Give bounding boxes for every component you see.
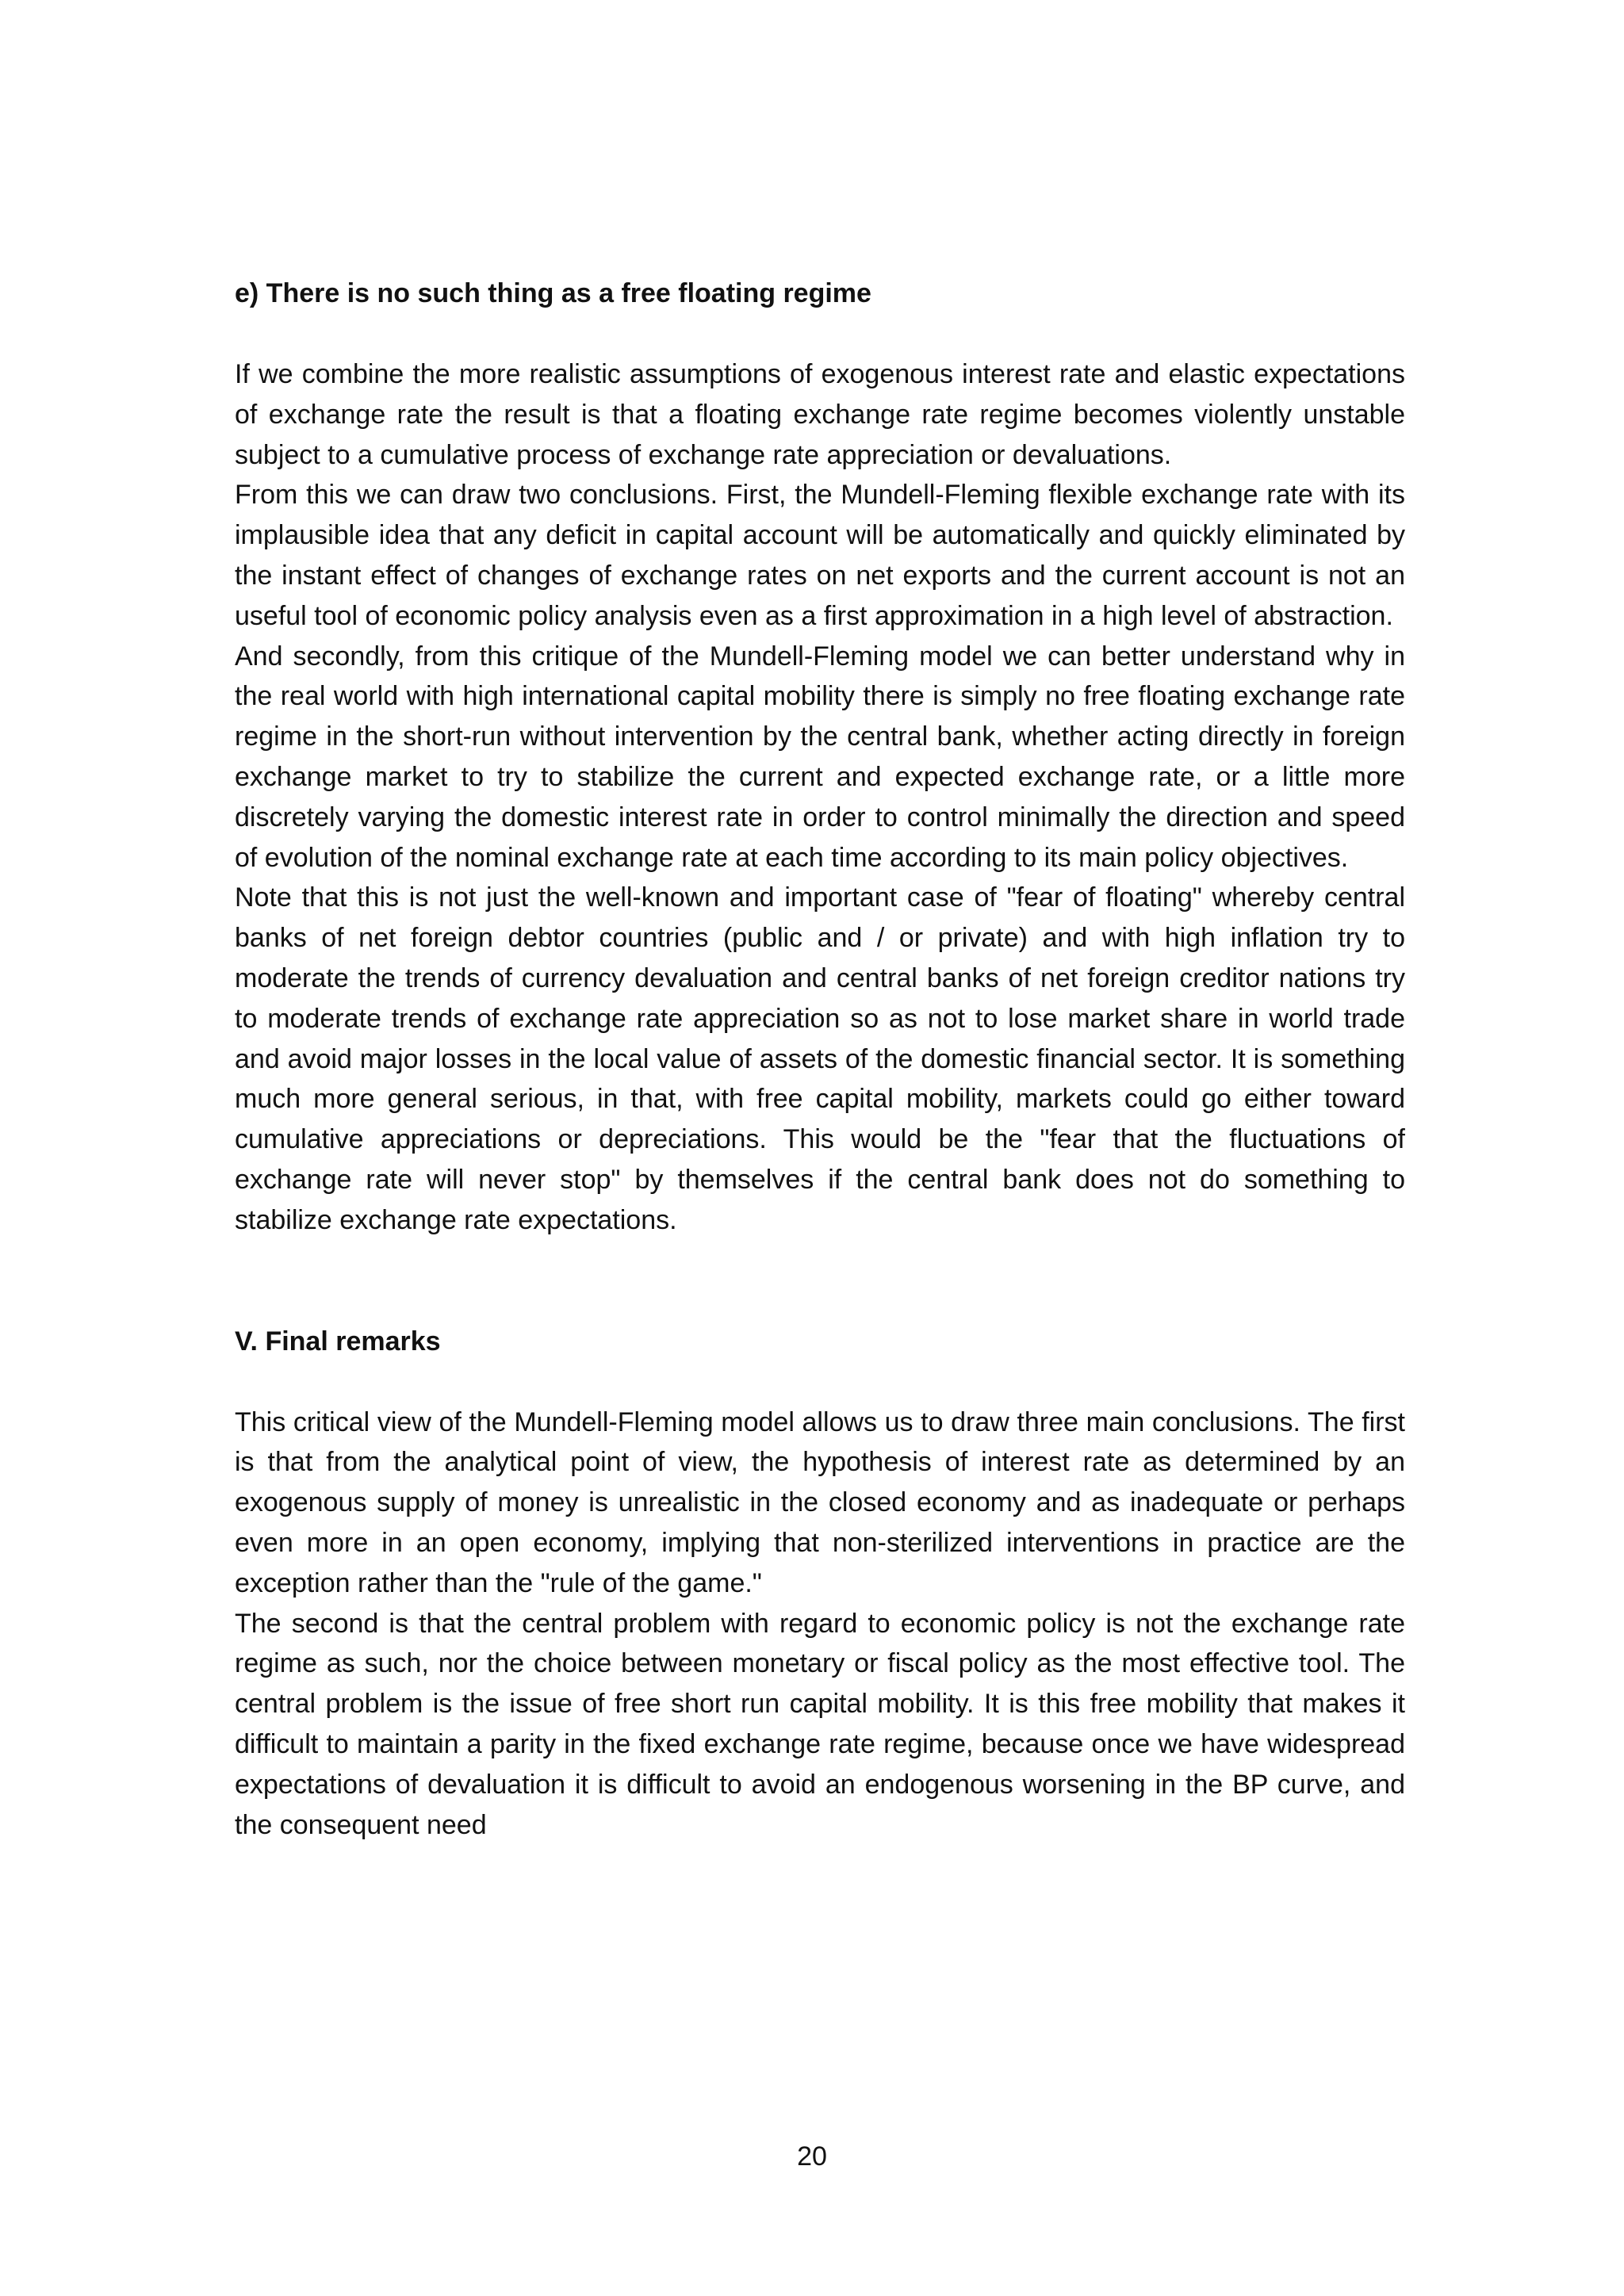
spacer (235, 1241, 1405, 1322)
paragraph: Note that this is not just the well-known and important case of "fear of floating" whereby central banks of net foreign debtor countries (public and / or private) and with high inflation try to moderate the trends of currency devaluation and central banks of net foreign creditor nations try to moderate trends of exchange rate appreciation so as not to lose market share in world trade and avoid major losses in the local value of assets of the domestic financial sector. It is something much more general serious, in that, with free capital mobility, markets could go either toward cumulative appreciations or depreciations. This would be the "fear that the fluctuations of exchange rate will never stop" by themselves if the central bank does not do something to stabilize exchange rate expectations. (235, 882, 1405, 1235)
spacer (235, 314, 1405, 354)
section-heading-final-remarks: V. Final remarks (235, 1326, 441, 1357)
page-body (235, 274, 1405, 1845)
paragraph: If we combine the more realistic assumptions of exogenous interest rate and elastic expectations of exchange rate the result is that a floating exchange rate regime becomes violently unstable subject to a cumulative process of exchange rate appreciation or devaluations. (235, 359, 1405, 470)
paragraph: From this we can draw two conclusions. First, the Mundell-Fleming flexible exchange rate with its implausible idea that any deficit in capital account will be automatically and quickly eliminated by the instant effect of changes of exchange rates on net exports and the current account is not an useful tool of economic policy analysis even as a first approximation in a high level of abstraction. (235, 480, 1405, 631)
page-number: 20 (797, 2141, 827, 2172)
paragraph: And secondly, from this critique of the Mundell-Fleming model we can better understand why in the real world with high international capital mobility there is simply no free floating exchange rate regime in the short-run without intervention by the central bank, whether acting directly in foreign exchange market to try to stabilize the current and expected exchange rate, or a little more discretely varying the domestic interest rate in order to control minimally the direction and speed of evolution of the nominal exchange rate at each time according to its main policy objectives. (235, 641, 1405, 873)
spacer (235, 1362, 1405, 1402)
paragraph: This critical view of the Mundell-Fleming model allows us to draw three main conclusions. The first is that from the analytical point of view, the hypothesis of interest rate as determined by an exogenous supply of money is unrealistic in the closed economy and as inadequate or perhaps even more in an open economy, implying that non-sterilized interventions in practice are the exception rather than the "rule of the game." (235, 1406, 1405, 1598)
paragraph: The second is that the central problem with regard to economic policy is not the exchange rate regime as such, nor the choice between monetary or fiscal policy as the most effective tool. The central problem is the issue of free short run capital mobility. It is this free mobility that makes it difficult to maintain a parity in the fixed exchange rate regime, because once we have widespread expectations of devaluation it is difficult to avoid an endogenous worsening in the BP curve, and the consequent need (235, 1608, 1405, 1840)
section-heading-e: e) There is no such thing as a free floating regime (235, 278, 871, 308)
